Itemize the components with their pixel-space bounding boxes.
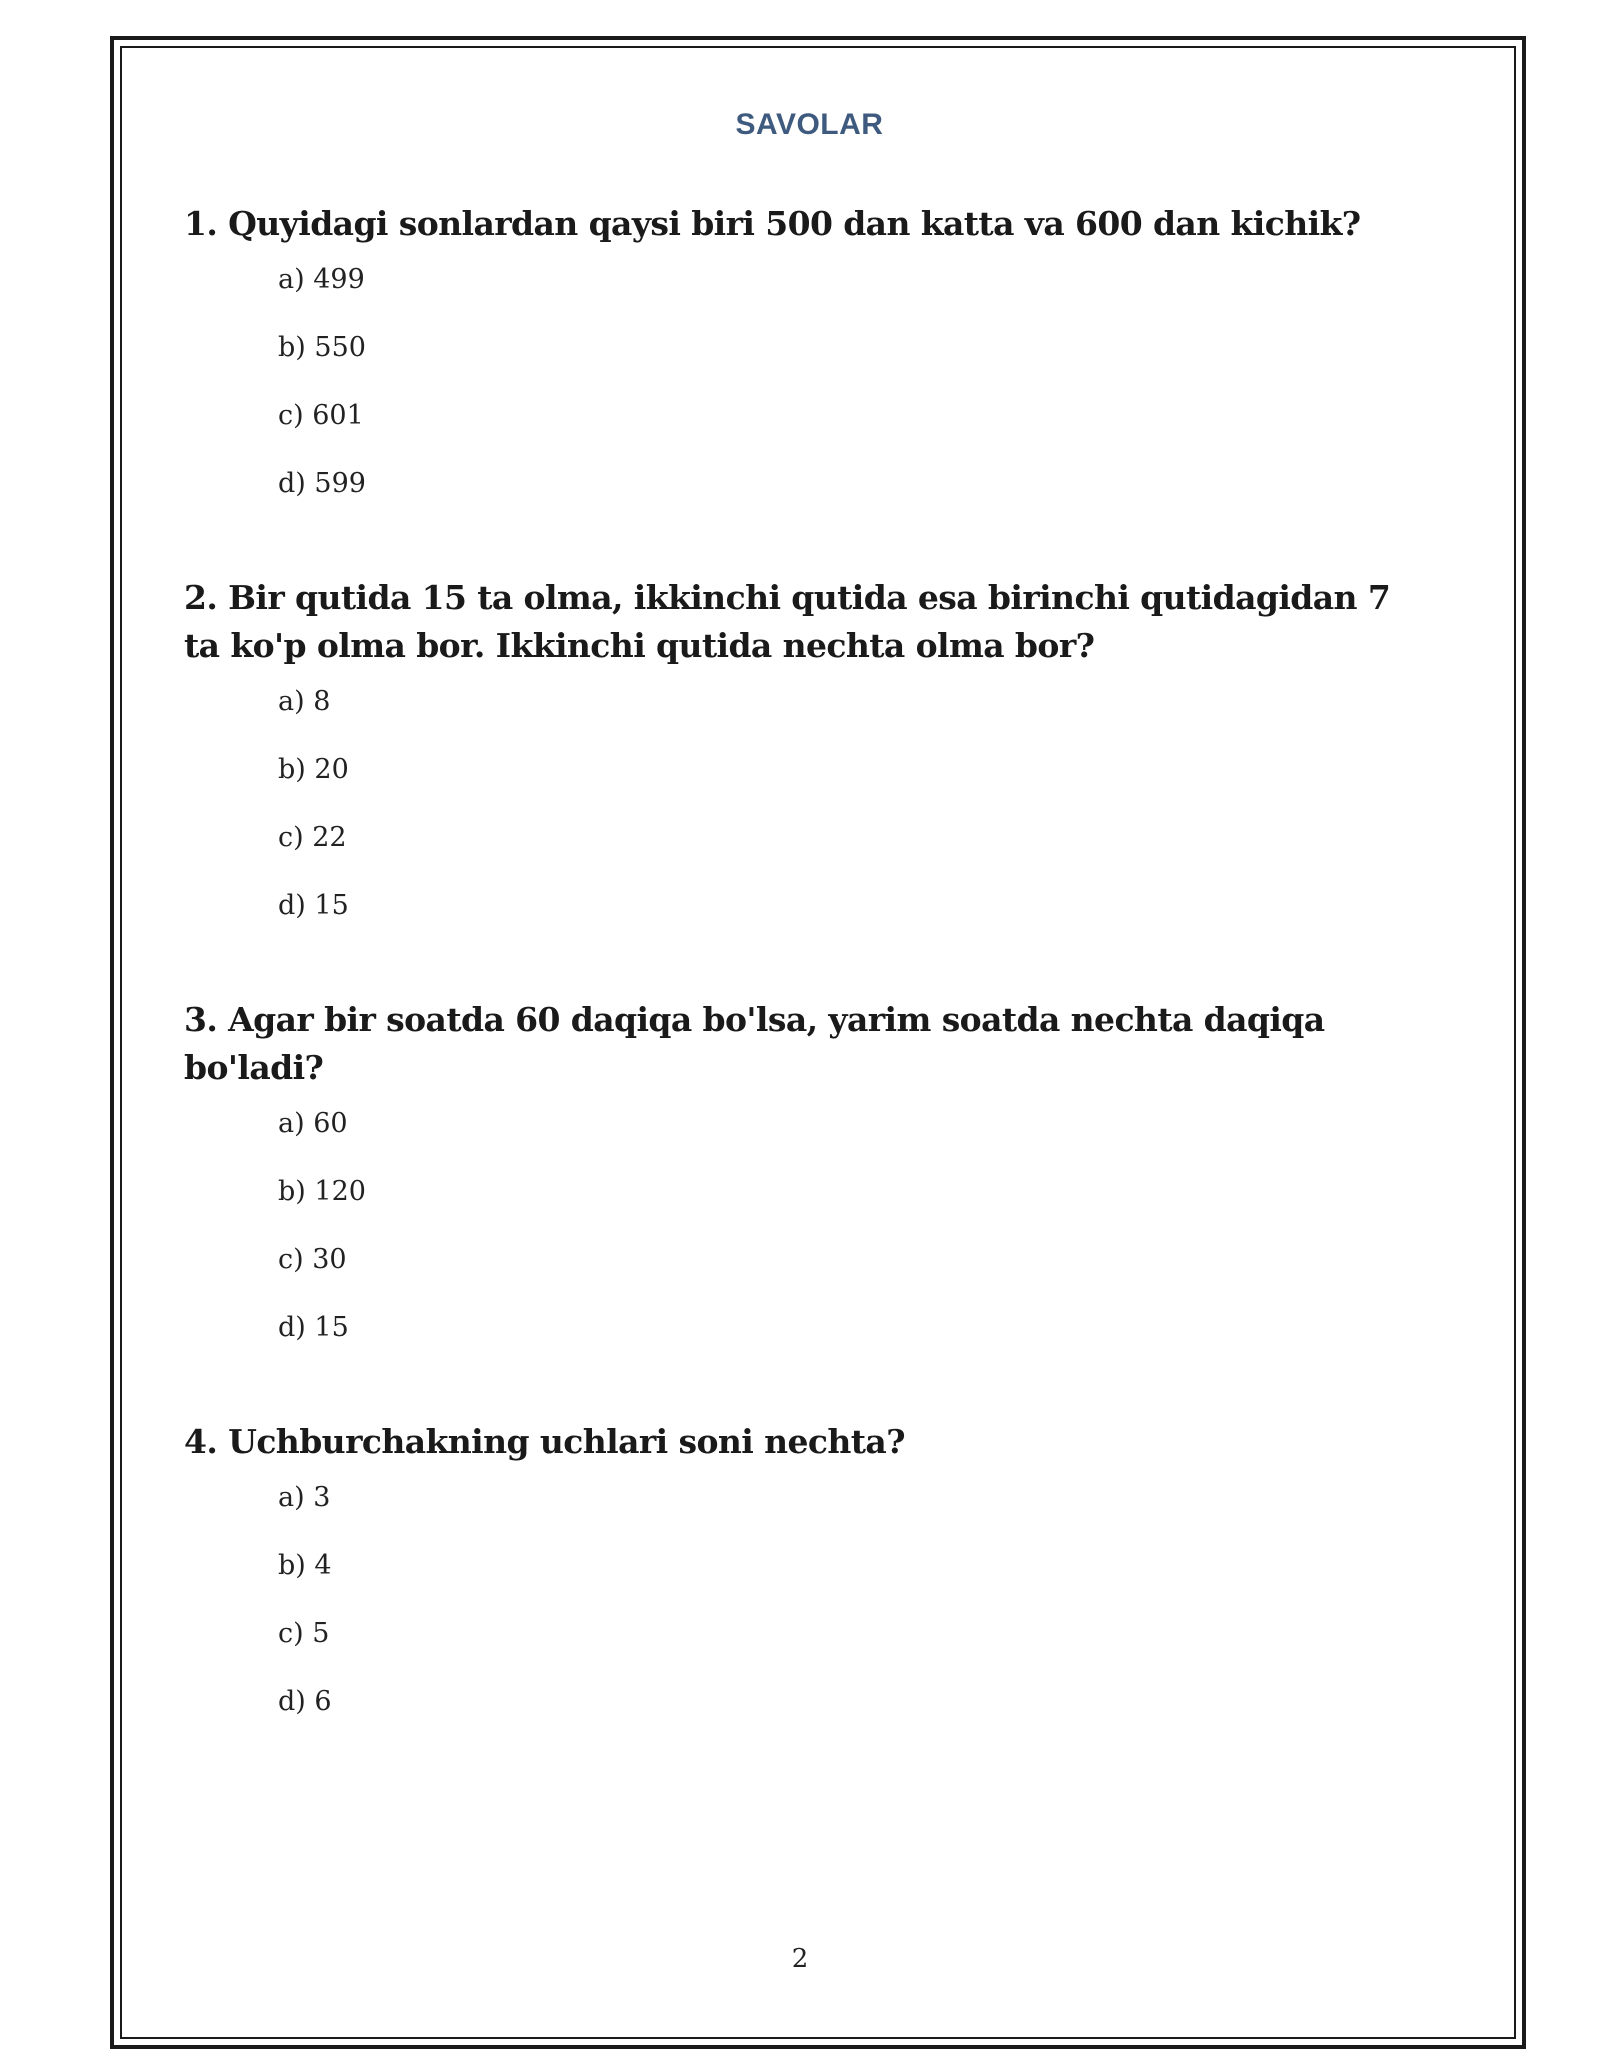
question-text: 1. Quyidagi sonlardan qaysi biri 500 dan katta va 600 dan kichik?	[184, 204, 1361, 243]
answer-option-d: d) 599	[278, 468, 366, 499]
page-title: SAVOLAR	[735, 108, 884, 141]
answer-option-d: d) 6	[278, 1686, 332, 1717]
question-text: 4. Uchburchakning uchlari soni nechta?	[184, 1422, 905, 1461]
answer-option-c: c) 22	[278, 822, 347, 853]
answer-option-b: b) 4	[278, 1550, 332, 1581]
answer-option-a: a) 3	[278, 1482, 331, 1513]
page-content	[184, 108, 1434, 1792]
question-text: 2. Bir qutida 15 ta olma, ikkinchi qutida esa birinchi qutidagidan 7 ta ko'p olma bor. Ikkinchi qutida nechta olma bor?	[184, 578, 1391, 665]
question-text: 3. Agar bir soatda 60 daqiqa bo'lsa, yarim soatda nechta daqiqa bo'ladi?	[184, 1000, 1325, 1087]
answer-option-a: a) 499	[278, 264, 365, 295]
answer-option-c: c) 30	[278, 1244, 347, 1275]
answer-option-c: c) 5	[278, 1618, 330, 1649]
answer-option-c: c) 601	[278, 400, 364, 431]
answer-option-b: b) 120	[278, 1176, 366, 1207]
answer-option-a: a) 8	[278, 686, 331, 717]
answer-option-a: a) 60	[278, 1108, 348, 1139]
answer-option-b: b) 20	[278, 754, 349, 785]
answer-option-d: d) 15	[278, 890, 349, 921]
page-number: 2	[791, 1944, 809, 1974]
question-3	[184, 996, 1434, 1346]
question-1	[184, 200, 1434, 502]
answer-option-d: d) 15	[278, 1312, 349, 1343]
answer-option-b: b) 550	[278, 332, 366, 363]
question-2	[184, 574, 1434, 924]
question-4	[184, 1418, 1434, 1720]
